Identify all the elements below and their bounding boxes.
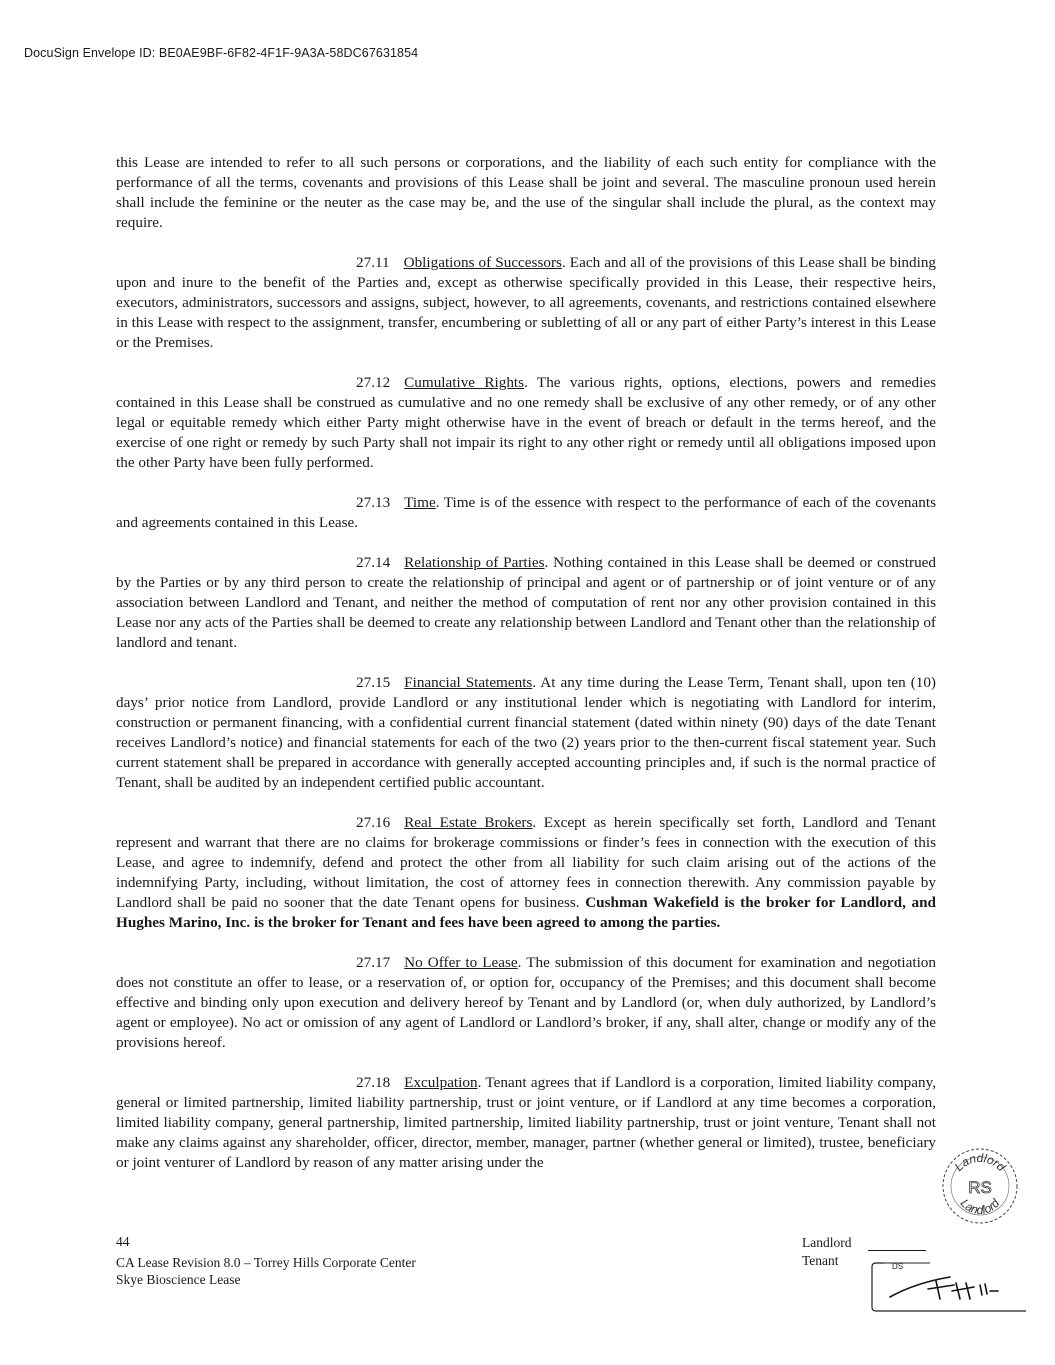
- section-heading: Exculpation: [404, 1074, 478, 1091]
- section-number: 27.16: [356, 814, 391, 831]
- lease-revision: CA Lease Revision 8.0 – Torrey Hills Corporate Center: [116, 1255, 416, 1270]
- section-27-16: [116, 813, 936, 933]
- section-27-18: [116, 1073, 936, 1173]
- section-text: . At any time during the Lease Term, Tenant shall, upon ten (10) days’ prior notice from Landlord, provide Landlord or any institutional lender which is negotiating with Landlord for interim, construction or permanent financing, with a confidential current financial statement (dated within ninety (90) days of the date Tenant receives Landlord’s notice) and financial statements for each of the two (2) years prior to the then-current fiscal statement year. Such current statement shall be prepared in accordance with generally accepted accounting principles and, if such is the normal practice of Tenant, shall be audited by an independent certified public accountant.: [116, 674, 936, 791]
- section-number: 27.15: [356, 674, 391, 691]
- section-27-13: [116, 493, 936, 533]
- section-number: 27.18: [356, 1074, 391, 1091]
- section-text: . Each and all of the provisions of this Lease shall be binding upon and inure to the benefit of the Parties and, except as otherwise specifically provided in this Lease, their respective heirs, executors, administrators, successors and assigns, subject, however, to all agreements, covenants, and restrictions contained elsewhere in this Lease with respect to the assignment, transfer, encumbering or subletting of all or any part of either Party’s interest in this Lease or the Premises.: [116, 254, 937, 351]
- section-text: . The various rights, options, elections, powers and remedies contained in this Lease shall be construed as cumulative and no one remedy shall be exclusive of any other remedy, or of any other legal or equitable remedy which either Party might otherwise have in the event of breach or default in the terms hereof, and the exercise of one right or remedy by such Party shall not impair its right to any other right or remedy until all obligations imposed upon the other Party have been fully performed.: [116, 374, 936, 471]
- landlord-initials-line: [868, 1238, 926, 1251]
- broker-statement: Cushman Wakefield is the broker for Landlord, and Hughes Marino, Inc. is the broker for Tenant and fees have been agreed to among the parties.: [116, 894, 936, 931]
- section-text: . Except as herein specifically set forth, Landlord and Tenant represent and warrant that there are no claims for brokerage commissions or finder’s fees in connection with the execution of this Lease, and agree to indemnify, defend and protect the other from all liability for such claim arising out of the actions of the indemnifying Party, including, without limitation, the cost of attorney fees in connection therewith. Any commission payable by Landlord shall be paid no sooner that the date Tenant opens for business.: [116, 814, 936, 911]
- section-heading: No Offer to Lease: [404, 954, 518, 971]
- section-number: 27.12: [356, 374, 391, 391]
- tenant-initials-signature: [890, 1277, 998, 1299]
- svg-text:Landlord: [958, 1196, 1003, 1217]
- section-number: 27.11: [356, 254, 390, 271]
- landlord-label: Landlord: [802, 1235, 852, 1250]
- section-27-12: [116, 373, 936, 473]
- section-text: . Nothing contained in this Lease shall be deemed or construed by the Parties or by any third person to create the relationship of principal and agent or of partnership or of joint venture or of any association between Landlord and Tenant, and neither the method of computation of rent nor any other provision contained in this Lease nor any acts of the Parties shall be deemed to create any relationship between Landlord and Tenant other than the relationship of landlord and tenant.: [116, 554, 936, 651]
- landlord-initials-stamp: [940, 1146, 1020, 1226]
- stamp-top-text: Landlord: [951, 1150, 1009, 1174]
- section-heading: Time: [404, 494, 436, 511]
- section-text: . The submission of this document for examination and negotiation does not constitute an offer to lease, or a reservation of, or option for, occupancy of the Premises; and this document shall become effective and binding only upon execution and delivery hereof by Tenant and by Landlord (or, when duly authorized, by Landlord’s agent or employee). No act or omission of any agent of Landlord or Landlord’s broker, if any, shall alter, change or modify any of the provisions hereof.: [116, 954, 936, 1051]
- section-27-15: [116, 673, 936, 793]
- section-27-17: [116, 953, 936, 1053]
- section-heading: Financial Statements: [404, 674, 533, 691]
- landlord-initials-row: [802, 1233, 926, 1251]
- section-27-11: [116, 253, 936, 353]
- lease-name: Skye Bioscience Lease: [116, 1272, 241, 1287]
- section-text: . Time is of the essence with respect to the performance of each of the covenants and agreements contained in this Lease.: [116, 494, 936, 531]
- section-number: 27.17: [356, 954, 391, 971]
- section-number: 27.13: [356, 494, 391, 511]
- section-heading: Obligations of Successors: [403, 254, 562, 271]
- page-number: 44: [116, 1234, 130, 1249]
- section-text: . Tenant agrees that if Landlord is a corporation, limited liability company, general or limited partnership, limited liability partnership, trust or joint venture, or if Landlord at any time becomes a corporation, limited liability company, general partnership, limited partnership, limited liability partnership, trust or joint venture, Tenant shall not make any claims against any shareholder, officer, director, member, manager, partner (whether general or limited), trustee, beneficiary or joint venturer of Landlord by reason of any matter arising under the: [116, 1074, 936, 1171]
- docusign-envelope-id: DocuSign Envelope ID: BE0AE9BF-6F82-4F1F-9A3A-58DC67631854: [24, 46, 419, 60]
- section-heading: Cumulative Rights: [404, 374, 525, 391]
- lease-body: [116, 153, 936, 1193]
- section-heading: Real Estate Brokers: [404, 814, 533, 831]
- paragraph-continuation: this Lease are intended to refer to all such persons or corporations, and the liability of each such entity for compliance with the performance of all the terms, covenants and provisions of this Lease shall be joint and several. The masculine pronoun used herein shall include the feminine or the neuter as the case may be, and the use of the singular shall include the plural, as the context may require.: [116, 154, 936, 231]
- docusign-tenant-initials: [870, 1261, 1030, 1313]
- ds-tag: DS: [892, 1262, 904, 1271]
- footer-left: [116, 1233, 416, 1288]
- section-number: 27.14: [356, 554, 391, 571]
- section-27-14: [116, 553, 936, 653]
- svg-text:Landlord: [952, 1151, 1009, 1174]
- tenant-label: Tenant: [802, 1253, 839, 1268]
- section-heading: Relationship of Parties: [404, 554, 545, 571]
- stamp-bottom-text: Landlord: [957, 1196, 1003, 1218]
- stamp-initials: RS: [968, 1178, 992, 1197]
